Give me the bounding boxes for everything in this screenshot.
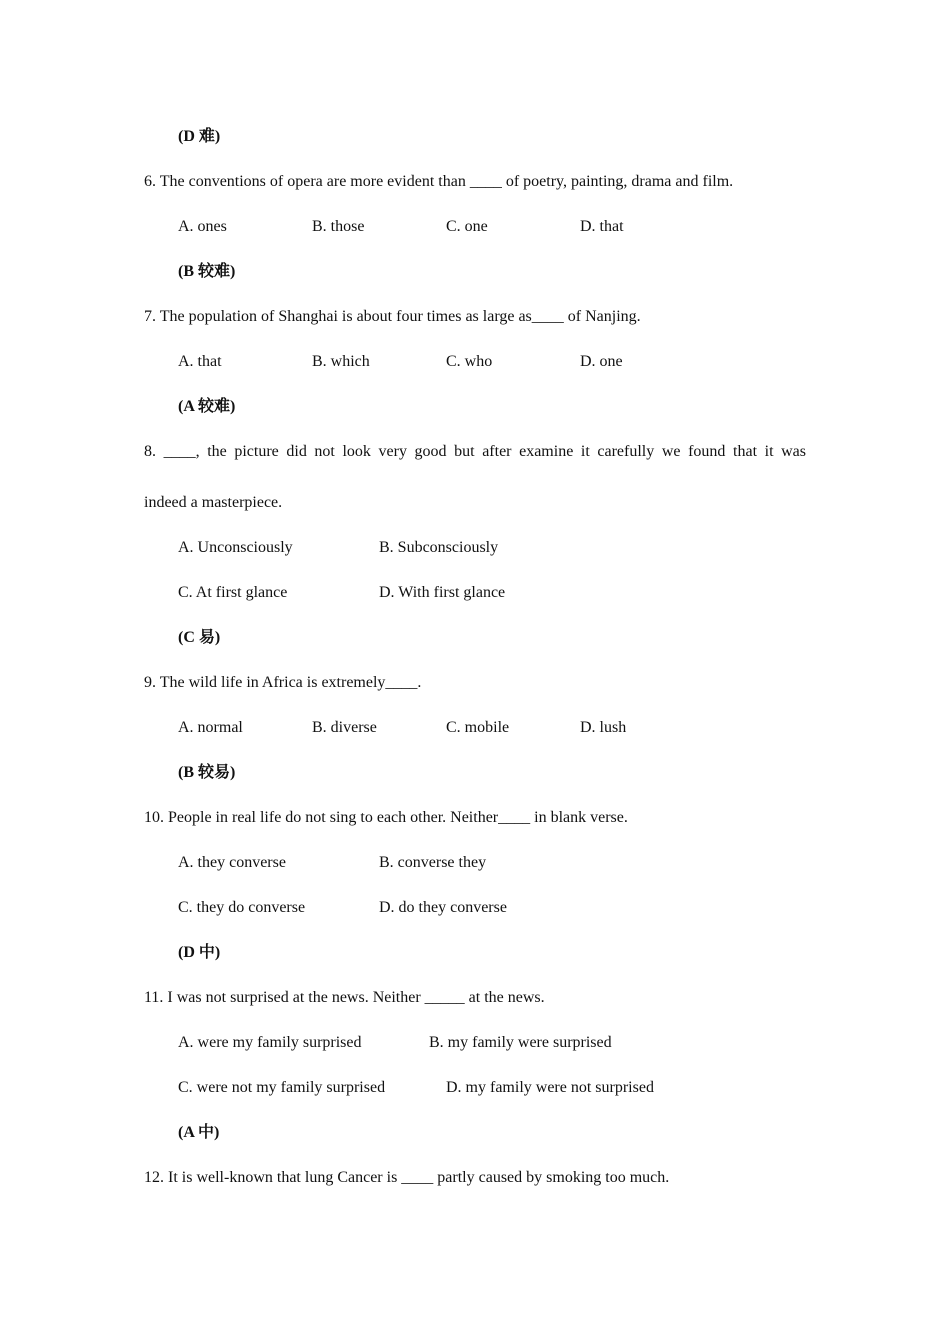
question-10: 10. People in real life do not sing to each other. Neither____ in blank verse. <box>144 809 628 826</box>
option-7d: D. one <box>580 353 623 370</box>
option-8b: B. Subconsciously <box>379 539 499 556</box>
option-10a: A. they converse <box>178 854 286 871</box>
option-11d: D. my family were not surprised <box>446 1079 654 1096</box>
option-10b: B. converse they <box>379 854 487 871</box>
option-7c: C. who <box>446 353 493 370</box>
answer-key-11: (A 中) <box>178 1124 220 1141</box>
question-8-line-1: 8. ____, the picture did not look very good but after examine it carefully we found that it was <box>144 443 806 460</box>
question-7: 7. The population of Shanghai is about four times as large as____ of Nanjing. <box>144 308 641 325</box>
option-7a: A. that <box>178 353 222 370</box>
option-11c: C. were not my family surprised <box>178 1079 386 1096</box>
question-8-line-2: indeed a masterpiece. <box>144 494 283 511</box>
answer-key-8: (C 易) <box>178 629 221 646</box>
option-6b: B. those <box>312 218 365 235</box>
option-11b: B. my family were surprised <box>429 1034 612 1051</box>
question-12: 12. It is well-known that lung Cancer is ____ partly caused by smoking too much. <box>144 1169 670 1186</box>
option-9b: B. diverse <box>312 719 377 736</box>
question-6: 6. The conventions of opera are more evident than ____ of poetry, painting, drama and film. <box>144 173 734 190</box>
option-11a: A. were my family surprised <box>178 1034 362 1051</box>
option-6c: C. one <box>446 218 488 235</box>
option-10d: D. do they converse <box>379 899 507 916</box>
option-9c: C. mobile <box>446 719 510 736</box>
answer-key-9: (B 较易) <box>178 764 236 781</box>
answer-key-5: (D 难) <box>178 128 221 145</box>
answer-key-7: (A 较难) <box>178 398 236 415</box>
answer-key-6: (B 较难) <box>178 263 236 280</box>
option-6a: A. ones <box>178 218 227 235</box>
option-9d: D. lush <box>580 719 627 736</box>
answer-key-10: (D 中) <box>178 944 221 961</box>
option-9a: A. normal <box>178 719 243 736</box>
option-8c: C. At first glance <box>178 584 288 601</box>
option-10c: C. they do converse <box>178 899 306 916</box>
option-6d: D. that <box>580 218 624 235</box>
question-11: 11. I was not surprised at the news. Neither _____ at the news. <box>144 989 545 1006</box>
question-9: 9. The wild life in Africa is extremely____. <box>144 674 422 691</box>
option-8a: A. Unconsciously <box>178 539 293 556</box>
option-8d: D. With first glance <box>379 584 506 601</box>
option-7b: B. which <box>312 353 370 370</box>
